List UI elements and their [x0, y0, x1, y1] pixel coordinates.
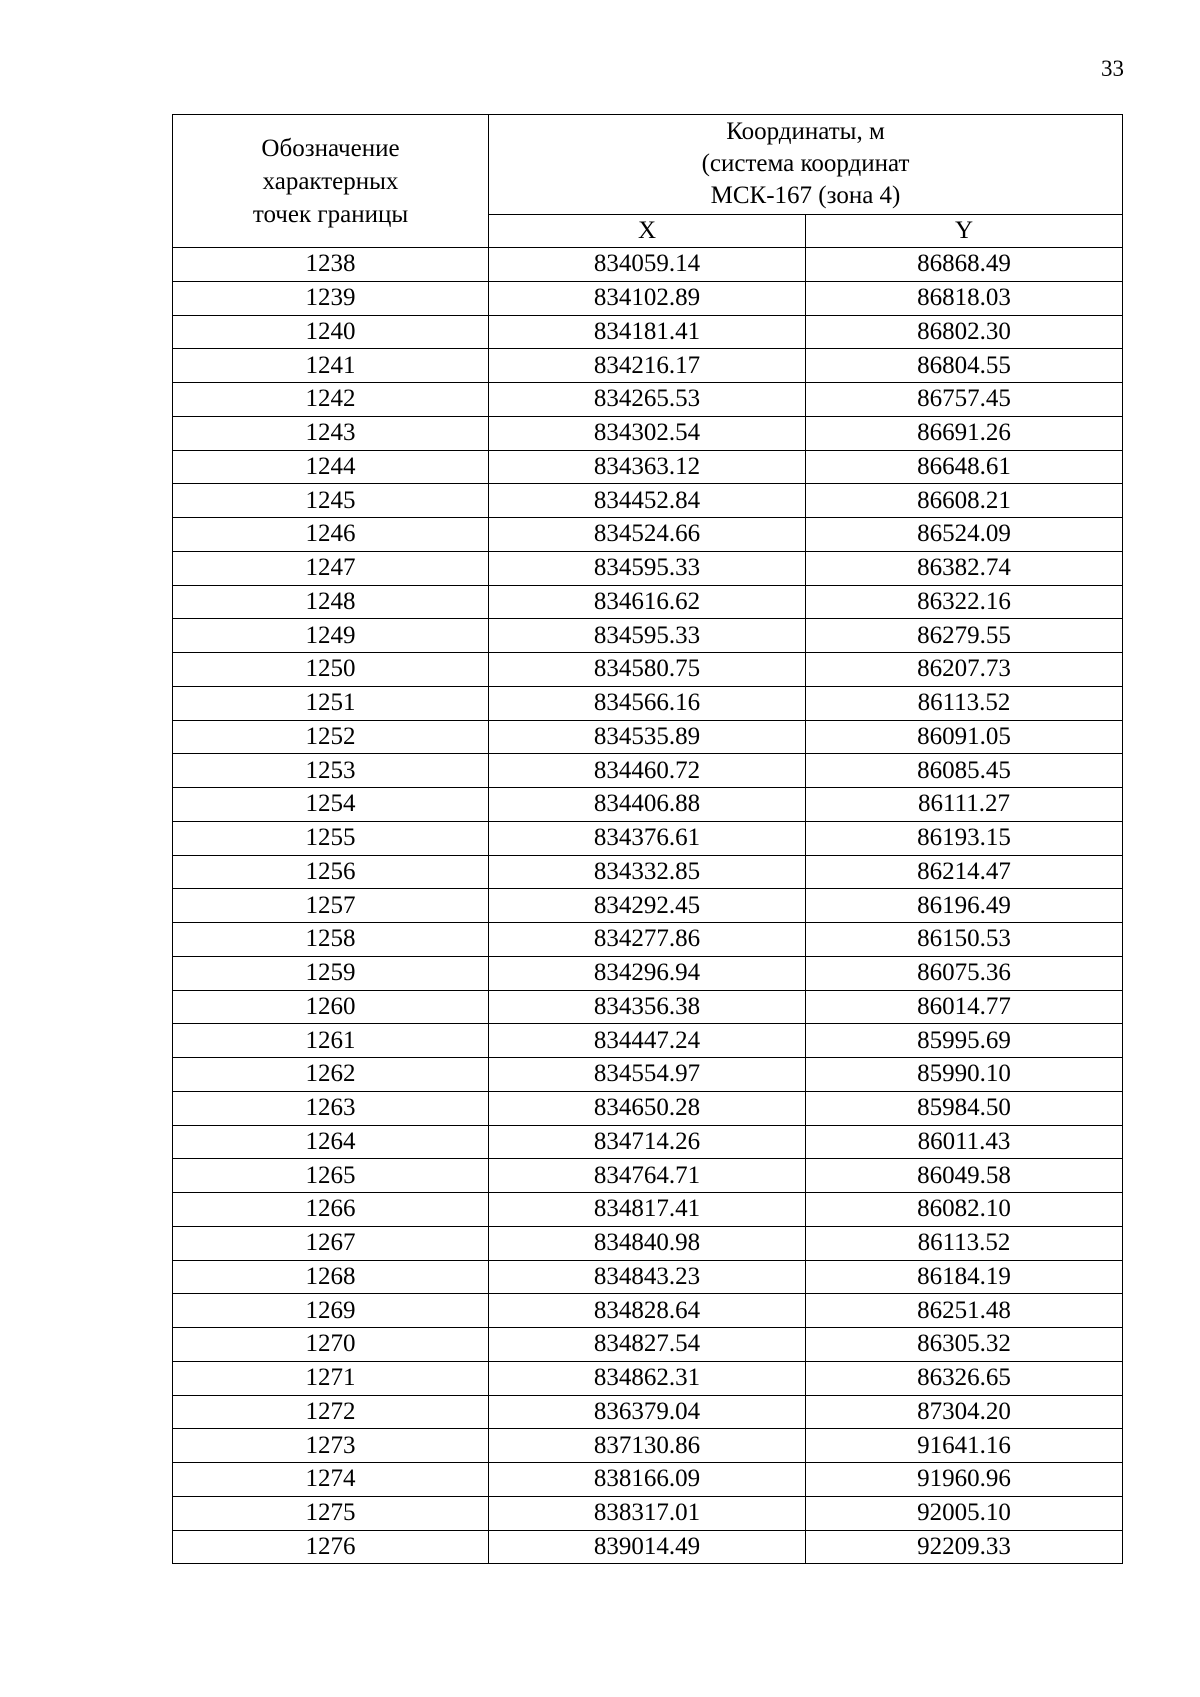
x-coordinate-cell: 834181.41 — [489, 315, 806, 349]
y-coordinate-cell: 86868.49 — [806, 248, 1123, 282]
point-id-cell: 1243 — [173, 416, 489, 450]
point-id-cell: 1252 — [173, 720, 489, 754]
point-id-cell: 1272 — [173, 1395, 489, 1429]
point-id-cell: 1253 — [173, 754, 489, 788]
x-coordinate-cell: 834447.24 — [489, 1024, 806, 1058]
table-row — [173, 1159, 1123, 1193]
x-coordinate-cell: 834843.23 — [489, 1260, 806, 1294]
point-id-cell: 1260 — [173, 990, 489, 1024]
x-coordinate-cell: 834265.53 — [489, 383, 806, 417]
table-row — [173, 821, 1123, 855]
x-coordinate-cell: 838317.01 — [489, 1496, 806, 1530]
table-row — [173, 518, 1123, 552]
table-header — [173, 115, 1123, 248]
x-coordinate-cell: 834595.33 — [489, 619, 806, 653]
table-row — [173, 349, 1123, 383]
point-id-cell: 1240 — [173, 315, 489, 349]
x-coordinate-cell: 834356.38 — [489, 990, 806, 1024]
point-id-cell: 1242 — [173, 383, 489, 417]
table-row — [173, 1024, 1123, 1058]
table-row — [173, 653, 1123, 687]
y-coordinate-cell: 86113.52 — [806, 686, 1123, 720]
point-id-cell: 1276 — [173, 1530, 489, 1564]
y-coordinate-cell: 86802.30 — [806, 315, 1123, 349]
x-coordinate-cell: 834296.94 — [489, 956, 806, 990]
table-row — [173, 383, 1123, 417]
y-coordinate-cell: 86691.26 — [806, 416, 1123, 450]
y-coordinate-cell: 87304.20 — [806, 1395, 1123, 1429]
x-coordinate-cell: 834102.89 — [489, 281, 806, 315]
x-coordinate-cell: 839014.49 — [489, 1530, 806, 1564]
page-number: 33 — [1101, 56, 1124, 81]
table-row — [173, 619, 1123, 653]
point-id-cell: 1275 — [173, 1496, 489, 1530]
point-id-cell: 1238 — [173, 248, 489, 282]
point-id-cell: 1268 — [173, 1260, 489, 1294]
table-row — [173, 1125, 1123, 1159]
table-row — [173, 923, 1123, 957]
point-id-cell: 1263 — [173, 1091, 489, 1125]
y-coordinate-cell: 86818.03 — [806, 281, 1123, 315]
designation-header — [173, 115, 489, 248]
x-coordinate-cell: 834452.84 — [489, 484, 806, 518]
y-coordinate-cell: 86648.61 — [806, 450, 1123, 484]
y-coordinate-cell: 86757.45 — [806, 383, 1123, 417]
table-row — [173, 484, 1123, 518]
point-id-cell: 1244 — [173, 450, 489, 484]
x-coordinate-cell: 834764.71 — [489, 1159, 806, 1193]
table-row — [173, 1193, 1123, 1227]
point-id-cell: 1266 — [173, 1193, 489, 1227]
y-coordinate-cell: 86091.05 — [806, 720, 1123, 754]
table-row — [173, 1463, 1123, 1497]
y-coordinate-cell: 86184.19 — [806, 1260, 1123, 1294]
table-row — [173, 248, 1123, 282]
table-row — [173, 315, 1123, 349]
table-row — [173, 1260, 1123, 1294]
point-id-cell: 1265 — [173, 1159, 489, 1193]
y-coordinate-cell: 86014.77 — [806, 990, 1123, 1024]
table-row — [173, 956, 1123, 990]
coordinates-table — [172, 114, 1123, 1564]
coordinates-header-line: Координаты, м — [726, 118, 885, 146]
x-coordinate-cell: 834616.62 — [489, 585, 806, 619]
point-id-cell: 1250 — [173, 653, 489, 687]
y-coordinate-cell: 86305.32 — [806, 1328, 1123, 1362]
y-coordinate-cell: 85984.50 — [806, 1091, 1123, 1125]
y-coordinate-cell: 86279.55 — [806, 619, 1123, 653]
x-coordinate-cell: 837130.86 — [489, 1429, 806, 1463]
table-row — [173, 450, 1123, 484]
designation-header-line: характерных — [262, 167, 399, 195]
table-row — [173, 1530, 1123, 1564]
point-id-cell: 1273 — [173, 1429, 489, 1463]
y-coordinate-cell: 85990.10 — [806, 1058, 1123, 1092]
y-coordinate-cell: 86150.53 — [806, 923, 1123, 957]
x-coordinate-cell: 834460.72 — [489, 754, 806, 788]
header-row-top — [173, 115, 1123, 215]
table-row — [173, 416, 1123, 450]
table-row — [173, 281, 1123, 315]
designation-header-line: точек границы — [252, 200, 409, 228]
y-coordinate-cell: 86111.27 — [806, 788, 1123, 822]
table-row — [173, 1496, 1123, 1530]
x-coordinate-cell: 834277.86 — [489, 923, 806, 957]
x-coordinate-cell: 834376.61 — [489, 821, 806, 855]
table-row — [173, 585, 1123, 619]
coordinates-header — [489, 115, 1123, 215]
point-id-cell: 1254 — [173, 788, 489, 822]
x-coordinate-cell: 834554.97 — [489, 1058, 806, 1092]
y-coordinate-cell: 86082.10 — [806, 1193, 1123, 1227]
y-coordinate-cell: 86804.55 — [806, 349, 1123, 383]
x-coordinate-cell: 834827.54 — [489, 1328, 806, 1362]
x-coordinate-cell: 834828.64 — [489, 1294, 806, 1328]
point-id-cell: 1258 — [173, 923, 489, 957]
point-id-cell: 1241 — [173, 349, 489, 383]
y-coordinate-cell: 92209.33 — [806, 1530, 1123, 1564]
point-id-cell: 1256 — [173, 855, 489, 889]
table-row — [173, 551, 1123, 585]
point-id-cell: 1261 — [173, 1024, 489, 1058]
x-coordinate-cell: 834580.75 — [489, 653, 806, 687]
y-coordinate-cell: 86049.58 — [806, 1159, 1123, 1193]
point-id-cell: 1255 — [173, 821, 489, 855]
x-coordinate-cell: 834566.16 — [489, 686, 806, 720]
x-coordinate-cell: 834524.66 — [489, 518, 806, 552]
point-id-cell: 1259 — [173, 956, 489, 990]
point-id-cell: 1269 — [173, 1294, 489, 1328]
x-coordinate-cell: 834302.54 — [489, 416, 806, 450]
x-coordinate-cell: 834216.17 — [489, 349, 806, 383]
x-coordinate-cell: 834292.45 — [489, 889, 806, 923]
y-coordinate-cell: 86322.16 — [806, 585, 1123, 619]
coordinates-header-line: (система координат — [701, 150, 910, 178]
y-coordinate-cell: 86214.47 — [806, 855, 1123, 889]
point-id-cell: 1249 — [173, 619, 489, 653]
point-id-cell: 1274 — [173, 1463, 489, 1497]
x-coordinate-cell: 834714.26 — [489, 1125, 806, 1159]
y-coordinate-cell: 86326.65 — [806, 1361, 1123, 1395]
point-id-cell: 1247 — [173, 551, 489, 585]
point-id-cell: 1239 — [173, 281, 489, 315]
y-coordinate-cell: 86382.74 — [806, 551, 1123, 585]
x-coordinate-cell: 834059.14 — [489, 248, 806, 282]
y-coordinate-cell: 86075.36 — [806, 956, 1123, 990]
y-coordinate-cell: 86113.52 — [806, 1226, 1123, 1260]
x-coordinate-cell: 834535.89 — [489, 720, 806, 754]
table-row — [173, 1091, 1123, 1125]
x-coordinate-cell: 834332.85 — [489, 855, 806, 889]
x-coordinate-cell: 834363.12 — [489, 450, 806, 484]
x-column-header: X — [489, 214, 806, 247]
coordinates-header-line: МСК-167 (зона 4) — [710, 182, 901, 210]
point-id-cell: 1248 — [173, 585, 489, 619]
table-row — [173, 1226, 1123, 1260]
y-coordinate-cell: 86196.49 — [806, 889, 1123, 923]
table-row — [173, 788, 1123, 822]
x-coordinate-cell: 834817.41 — [489, 1193, 806, 1227]
y-coordinate-cell: 86608.21 — [806, 484, 1123, 518]
table-row — [173, 855, 1123, 889]
y-coordinate-cell: 86207.73 — [806, 653, 1123, 687]
point-id-cell: 1245 — [173, 484, 489, 518]
point-id-cell: 1270 — [173, 1328, 489, 1362]
y-column-header: Y — [806, 214, 1123, 247]
table-row — [173, 1328, 1123, 1362]
point-id-cell: 1271 — [173, 1361, 489, 1395]
y-coordinate-cell: 91641.16 — [806, 1429, 1123, 1463]
y-coordinate-cell: 85995.69 — [806, 1024, 1123, 1058]
x-coordinate-cell: 838166.09 — [489, 1463, 806, 1497]
y-coordinate-cell: 91960.96 — [806, 1463, 1123, 1497]
table-row — [173, 1294, 1123, 1328]
x-coordinate-cell: 834650.28 — [489, 1091, 806, 1125]
x-coordinate-cell: 836379.04 — [489, 1395, 806, 1429]
y-coordinate-cell: 86011.43 — [806, 1125, 1123, 1159]
table-row — [173, 990, 1123, 1024]
table-body — [173, 248, 1123, 1564]
table-row — [173, 754, 1123, 788]
x-coordinate-cell: 834406.88 — [489, 788, 806, 822]
y-coordinate-cell: 86085.45 — [806, 754, 1123, 788]
point-id-cell: 1264 — [173, 1125, 489, 1159]
table-row — [173, 1395, 1123, 1429]
table-row — [173, 1361, 1123, 1395]
y-coordinate-cell: 86193.15 — [806, 821, 1123, 855]
table-row — [173, 889, 1123, 923]
table-row — [173, 1058, 1123, 1092]
y-coordinate-cell: 86524.09 — [806, 518, 1123, 552]
y-coordinate-cell: 92005.10 — [806, 1496, 1123, 1530]
table-row — [173, 686, 1123, 720]
table-row — [173, 720, 1123, 754]
x-coordinate-cell: 834595.33 — [489, 551, 806, 585]
point-id-cell: 1251 — [173, 686, 489, 720]
x-coordinate-cell: 834862.31 — [489, 1361, 806, 1395]
table-row — [173, 1429, 1123, 1463]
point-id-cell: 1246 — [173, 518, 489, 552]
point-id-cell: 1262 — [173, 1058, 489, 1092]
designation-header-line: Обозначение — [261, 134, 400, 162]
point-id-cell: 1267 — [173, 1226, 489, 1260]
y-coordinate-cell: 86251.48 — [806, 1294, 1123, 1328]
x-coordinate-cell: 834840.98 — [489, 1226, 806, 1260]
point-id-cell: 1257 — [173, 889, 489, 923]
